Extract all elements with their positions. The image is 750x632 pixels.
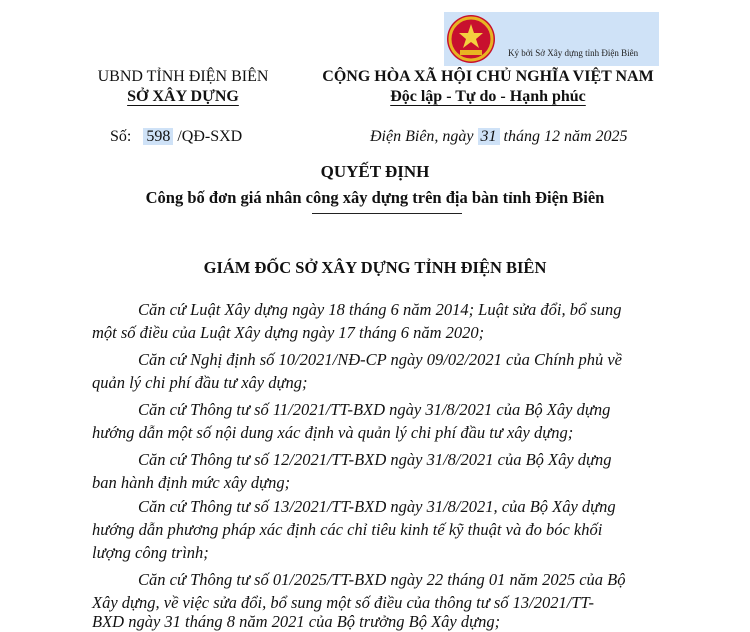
body-line: Căn cứ Nghị định số 10/2021/NĐ-CP ngày 09/02/2021 của Chính phủ về [138, 350, 622, 369]
body-line: Căn cứ Thông tư số 11/2021/TT-BXD ngày 31/8/2021 của Bộ Xây dựng [138, 400, 611, 419]
decision-title: QUYẾT ĐỊNH [320, 162, 430, 181]
body-line: ban hành định mức xây dựng; [92, 473, 291, 492]
issuing-department: SỞ XÂY DỰNG [127, 88, 239, 105]
body-line: Xây dựng, về việc sửa đổi, bổ sung một số điều của thông tư số 13/2021/TT- [92, 593, 594, 612]
title-divider [312, 213, 462, 214]
director-heading: GIÁM ĐỐC SỞ XÂY DỰNG TỈNH ĐIỆN BIÊN [203, 258, 547, 277]
body-line: hướng dẫn phương pháp xác định các chỉ tiêu kinh tế kỹ thuật và đo bóc khối [92, 520, 603, 539]
body-line: Căn cứ Thông tư số 13/2021/TT-BXD ngày 31/8/2021, của Bộ Xây dựng [138, 497, 616, 516]
body-line: Căn cứ Luật Xây dựng ngày 18 tháng 6 năm 2014; Luật sửa đổi, bổ sung [138, 300, 622, 319]
national-emblem-icon [444, 12, 498, 66]
body-line: quản lý chi phí đầu tư xây dựng; [92, 373, 308, 392]
body-line: lượng công trình; [92, 543, 209, 562]
body-line: Căn cứ Thông tư số 12/2021/TT-BXD ngày 31/8/2021 của Bộ Xây dựng [138, 450, 612, 469]
date-day: 31 [478, 128, 500, 145]
national-title: CỘNG HÒA XÃ HỘI CHỦ NGHĨA VIỆT NAM [322, 68, 654, 85]
body-line: Căn cứ Thông tư số 01/2025/TT-BXD ngày 22 tháng 01 năm 2025 của Bộ [138, 570, 626, 589]
document-date [370, 128, 628, 146]
document-number-prefix: Số: [110, 128, 132, 145]
document-number [110, 128, 242, 146]
digital-signature-box [444, 12, 659, 66]
document-number-suffix: /QĐ-SXD [177, 128, 243, 145]
signature-text: Ký bởi Sở Xây dựng tỉnh Điện Biên [508, 48, 639, 58]
date-rest: tháng 12 năm 2025 [503, 128, 628, 145]
issuing-authority: UBND TỈNH ĐIỆN BIÊN [97, 68, 269, 85]
body-line: BXD ngày 31 tháng 8 năm 2021 của Bộ trưởng Bộ Xây dựng; [92, 612, 501, 631]
body-line: hướng dẫn một số nội dung xác định và quản lý chi phí đầu tư xây dựng; [92, 423, 574, 442]
decision-subtitle: Công bố đơn giá nhân công xây dựng trên địa bàn tỉnh Điện Biên [145, 188, 605, 207]
document-number-value: 598 [143, 128, 173, 145]
date-prefix: Điện Biên, ngày [370, 128, 474, 145]
national-motto: Độc lập - Tự do - Hạnh phúc [390, 88, 586, 105]
body-line: một số điều của Luật Xây dựng ngày 17 tháng 6 năm 2020; [92, 323, 485, 342]
